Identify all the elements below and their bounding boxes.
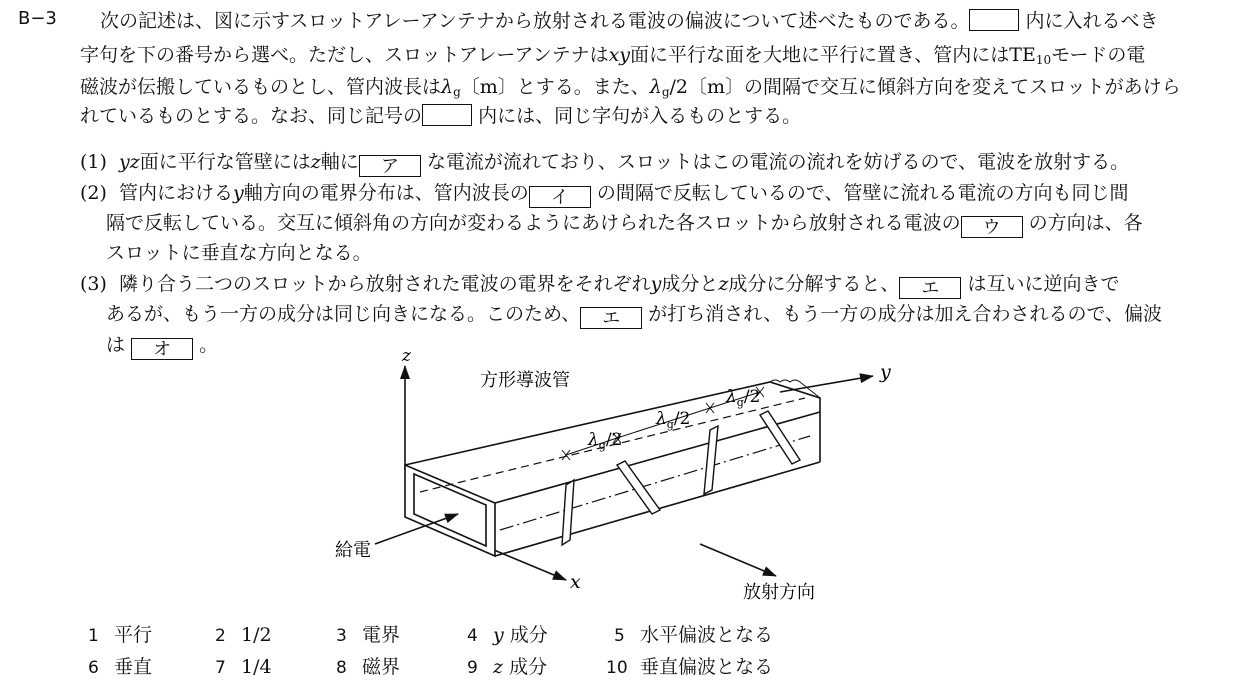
option-8: 8 磁界 bbox=[336, 656, 401, 678]
text: 隔で反転している。交互に傾斜角の方向が変わるようにあけられた各スロットから放射される電波の bbox=[106, 212, 961, 234]
z-axis-label: z bbox=[402, 346, 411, 366]
text: は互いに逆向きで bbox=[967, 273, 1120, 295]
option-2: 2 1/2 bbox=[215, 624, 272, 646]
option-10: 10 垂直偏波となる bbox=[606, 656, 774, 678]
text: れているものとする。なお、同じ記号の bbox=[80, 105, 423, 127]
blank-u: ウ bbox=[961, 216, 1023, 238]
tick-1 bbox=[562, 450, 570, 460]
lambda-sub: g bbox=[661, 85, 670, 99]
text: 字句を下の番号から選べ。ただし、スロットアレーアンテナは bbox=[80, 44, 609, 66]
lambda: λ bbox=[441, 76, 454, 98]
slot-3 bbox=[704, 426, 718, 494]
option-7: 7 1/4 bbox=[215, 656, 272, 678]
front-centerline bbox=[500, 436, 810, 530]
item-number: (2) bbox=[80, 182, 107, 204]
text: モードの電 bbox=[1051, 44, 1146, 66]
text: の方向は、各 bbox=[1028, 212, 1143, 234]
var-y: y bbox=[650, 273, 662, 295]
text: 軸に bbox=[320, 151, 359, 173]
text: /2〔m〕の間隔で交互に傾斜方向を変えてスロットがあけら bbox=[669, 76, 1181, 98]
text: は bbox=[106, 334, 126, 356]
text: 内に入れるべき bbox=[1025, 10, 1159, 32]
text: 内には、同じ字句が入るものとする。 bbox=[478, 105, 802, 127]
blank-o: オ bbox=[131, 338, 193, 360]
var-xy: xy bbox=[608, 44, 631, 66]
text: 面に平行な面を大地に平行に置き、管内には bbox=[630, 44, 1010, 66]
text: 軸方向の電界分布は、管内波長の bbox=[243, 182, 529, 204]
option-5: 5 水平偏波となる bbox=[614, 624, 774, 646]
option-6: 6 垂直 bbox=[88, 656, 153, 678]
question-number: B−3 bbox=[18, 8, 57, 29]
slot-1 bbox=[562, 480, 574, 545]
var-z: z bbox=[310, 151, 321, 173]
item-number: (3) bbox=[80, 273, 107, 295]
y-axis-label: y bbox=[880, 361, 891, 383]
waveguide-front-outer bbox=[405, 465, 495, 556]
tick-3 bbox=[706, 403, 714, 413]
var-yz: yz bbox=[119, 151, 140, 173]
text: の間隔で反転しているので、管壁に流れる電流の方向も同じ間 bbox=[596, 182, 1129, 204]
text: 成分と bbox=[661, 273, 719, 295]
blank-i: イ bbox=[529, 186, 591, 208]
lambda: λ bbox=[649, 76, 662, 98]
var-y: y bbox=[233, 182, 244, 204]
radiation-arrow bbox=[700, 544, 776, 576]
blank-e-repeat: エ bbox=[580, 307, 642, 329]
text: 隣り合う二つのスロットから放射された電波の電界をそれぞれ bbox=[119, 273, 651, 295]
text: 面に平行な管壁には bbox=[139, 151, 311, 173]
feed-label: 給電 bbox=[335, 540, 371, 561]
lambda-label-1: $\lambda_g/2$ bbox=[588, 430, 623, 452]
radiation-label: 放射方向 bbox=[743, 582, 815, 603]
x-axis-label: x bbox=[570, 571, 581, 593]
text: な電流が流れており、スロットはこの電流の流れを妨げるので、電波を放射する。 bbox=[426, 151, 1130, 173]
blank-a: ア bbox=[359, 155, 421, 177]
text: 管内における bbox=[119, 182, 234, 204]
option-9: 9 z 成分 bbox=[467, 656, 548, 678]
option-1: 1 平行 bbox=[88, 624, 153, 646]
text: 磁波が伝搬しているものとし、管内波長は bbox=[80, 76, 442, 98]
text: 成分に分解すると、 bbox=[728, 273, 900, 295]
te-mode: TE bbox=[1009, 44, 1036, 66]
text: 。 bbox=[199, 334, 219, 356]
text: が打ち消され、もう一方の成分は加え合わされるので、偏波 bbox=[648, 303, 1163, 325]
option-4: 4 y 成分 bbox=[467, 624, 548, 646]
text: 次の記述は、図に示すスロットアレーアンテナから放射される電波の偏波について述べたものである。 bbox=[100, 10, 970, 32]
text: あるが、もう一方の成分は同じ向きになる。このため、 bbox=[106, 303, 581, 325]
item-number: (1) bbox=[80, 151, 107, 173]
option-3: 3 電界 bbox=[336, 624, 401, 646]
figure-title: 方形導波管 bbox=[480, 370, 570, 391]
text: 〔m〕とする。また、 bbox=[460, 76, 650, 98]
lambda-label-3: $\lambda_g/2$ bbox=[726, 387, 761, 409]
blank-e: エ bbox=[899, 277, 961, 299]
lambda-label-2: $\lambda_g/2$ bbox=[656, 409, 691, 431]
slot-2 bbox=[617, 461, 660, 514]
lambda-sub: g bbox=[453, 85, 461, 99]
var-z: z bbox=[718, 273, 729, 295]
te-sub: 10 bbox=[1035, 53, 1052, 67]
text: スロットに垂直な方向となる。 bbox=[106, 242, 372, 264]
